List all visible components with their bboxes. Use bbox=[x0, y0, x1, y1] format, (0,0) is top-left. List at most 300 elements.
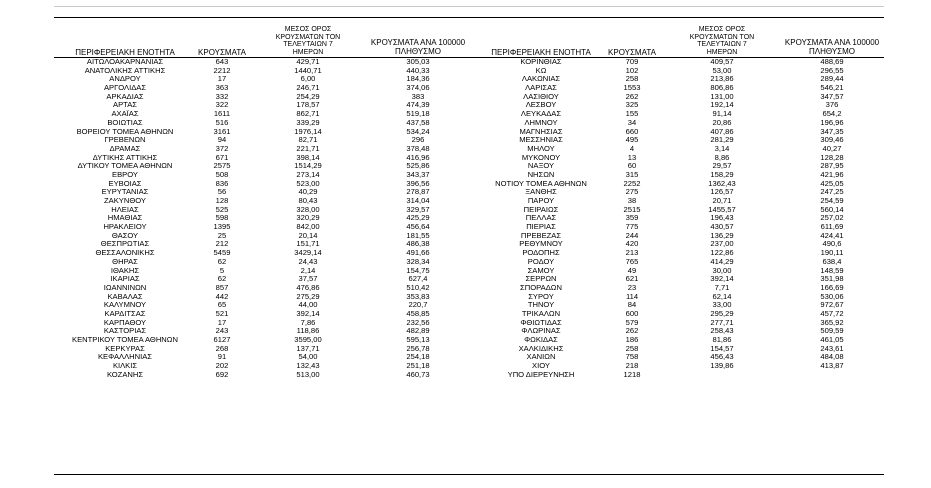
cases-cell: 102 bbox=[625, 65, 639, 75]
avg7-cell: 398,14 bbox=[296, 152, 320, 162]
region-cell: ΔΡΑΜΑΣ bbox=[109, 143, 141, 153]
cases-cell: 516 bbox=[215, 117, 229, 127]
region-cell: ΔΥΤΙΚΗΣ ΑΤΤΙΚΗΣ bbox=[92, 152, 158, 162]
per100k-cell: 488,69 bbox=[820, 57, 844, 66]
avg7-cell: 82,71 bbox=[298, 135, 318, 145]
table-row bbox=[0, 136, 931, 145]
table-row bbox=[0, 249, 931, 258]
table-row bbox=[0, 327, 931, 336]
avg7-cell: 513,00 bbox=[296, 369, 320, 379]
per100k-cell: 287,95 bbox=[820, 161, 844, 171]
table-row bbox=[0, 93, 931, 102]
region-cell: ΤΗΝΟΥ bbox=[527, 300, 555, 310]
cases-cell: 1395 bbox=[213, 222, 231, 232]
avg7-cell: 476,86 bbox=[296, 282, 320, 292]
cases-cell: 598 bbox=[215, 213, 229, 223]
region-cell: ΡΟΔΟΠΗΣ bbox=[522, 248, 560, 258]
cases-cell: 322 bbox=[215, 100, 229, 110]
avg7-cell: 295,29 bbox=[710, 308, 734, 318]
table-row bbox=[0, 319, 931, 328]
cases-cell: 600 bbox=[625, 308, 639, 318]
cases-cell: 671 bbox=[215, 152, 229, 162]
region-cell: ΥΠΟ ΔΙΕΡΕΥΝΗΣΗ bbox=[507, 369, 575, 379]
per100k-cell: 196,96 bbox=[820, 117, 844, 127]
per100k-cell: 611,69 bbox=[820, 222, 844, 232]
avg7-cell: 523,00 bbox=[296, 178, 320, 188]
cases-cell: 91 bbox=[217, 352, 227, 362]
avg7-cell: 221,71 bbox=[296, 143, 320, 153]
region-cell: ΚΩ bbox=[535, 65, 547, 75]
per100k-cell: 376 bbox=[825, 100, 839, 110]
avg7-cell: 277,71 bbox=[710, 317, 734, 327]
region-cell: ΦΘΙΩΤΙΔΑΣ bbox=[520, 317, 562, 327]
table-row bbox=[0, 232, 931, 241]
region-cell: ΛΑΣΙΘΙΟΥ bbox=[523, 91, 559, 101]
avg7-cell: 414,29 bbox=[710, 256, 734, 266]
per100k-cell: 413,87 bbox=[820, 361, 844, 371]
region-cell: ΙΚΑΡΙΑΣ bbox=[110, 274, 140, 284]
cases-cell: 372 bbox=[215, 143, 229, 153]
avg7-cell: 320,29 bbox=[296, 213, 320, 223]
cases-cell: 325 bbox=[625, 100, 639, 110]
avg7-cell: 246,71 bbox=[296, 83, 320, 93]
avg7-cell: 254,29 bbox=[296, 91, 320, 101]
cases-cell: 56 bbox=[217, 187, 227, 197]
avg7-cell: 30,00 bbox=[712, 265, 732, 275]
region-cell: ΒΟΙΩΤΙΑΣ bbox=[107, 117, 143, 127]
cases-cell: 709 bbox=[625, 57, 639, 66]
left-header-region: ΠΕΡΙΦΕΡΕΙΑΚΗ ΕΝΟΤΗΤΑ bbox=[75, 47, 175, 57]
avg7-cell: 44,00 bbox=[298, 300, 318, 310]
region-cell: ΘΑΣΟΥ bbox=[111, 230, 139, 240]
avg7-cell: 430,57 bbox=[710, 222, 734, 232]
cases-cell: 3161 bbox=[213, 126, 231, 136]
table-row bbox=[0, 162, 931, 171]
avg7-cell: 139,86 bbox=[710, 361, 734, 371]
per100k-cell: 627,4 bbox=[408, 274, 428, 284]
cases-cell: 17 bbox=[217, 74, 227, 84]
per100k-cell: 457,72 bbox=[820, 308, 844, 318]
per100k-cell: 437,58 bbox=[406, 117, 430, 127]
table-row bbox=[0, 171, 931, 180]
cases-cell: 495 bbox=[625, 135, 639, 145]
cases-cell: 258 bbox=[625, 74, 639, 84]
avg7-cell: 862,71 bbox=[296, 109, 320, 119]
region-cell: ΙΩΑΝΝΙΝΩΝ bbox=[103, 282, 147, 292]
cases-cell: 84 bbox=[627, 300, 637, 310]
per100k-cell: 254,18 bbox=[406, 352, 430, 362]
per100k-cell: 425,05 bbox=[820, 178, 844, 188]
avg7-cell: 37,57 bbox=[298, 274, 318, 284]
region-cell: ΑΡΤΑΣ bbox=[113, 100, 137, 110]
avg7-cell: 80,43 bbox=[298, 196, 318, 205]
cases-cell: 65 bbox=[217, 300, 227, 310]
per100k-cell: 232,56 bbox=[406, 317, 430, 327]
avg7-cell: 1440,71 bbox=[294, 65, 322, 75]
region-cell: ΜΕΣΣΗΝΙΑΣ bbox=[519, 135, 563, 145]
table-row bbox=[0, 110, 931, 119]
bottom-rule bbox=[54, 474, 884, 475]
avg7-cell: 213,86 bbox=[710, 74, 734, 84]
cases-cell: 692 bbox=[215, 369, 229, 379]
avg7-cell: 62,14 bbox=[712, 291, 732, 301]
avg7-cell: 275,29 bbox=[296, 291, 320, 301]
table-row bbox=[0, 67, 931, 76]
per100k-cell: 148,59 bbox=[820, 265, 844, 275]
avg7-cell: 429,71 bbox=[296, 57, 320, 66]
per100k-cell: 972,67 bbox=[820, 300, 844, 310]
avg7-cell: 20,71 bbox=[712, 196, 732, 205]
cases-cell: 525 bbox=[215, 204, 229, 214]
avg7-cell: 33,00 bbox=[712, 300, 732, 310]
table-row bbox=[0, 336, 931, 345]
per100k-cell: 396,56 bbox=[406, 178, 430, 188]
region-cell: ΚΑΒΑΛΑΣ bbox=[107, 291, 143, 301]
region-cell: ΣΕΡΡΩΝ bbox=[525, 274, 557, 284]
avg7-cell: 136,29 bbox=[710, 230, 734, 240]
right-header-avg7: ΜΕΣΟΣ ΟΡΟΣ ΚΡΟΥΣΜΑΤΩΝ ΤΟΝ ΤΕΛΕΥΤΑΙΩΝ 7 ΗΜΕΡΩΝ bbox=[689, 26, 755, 56]
cases-cell: 258 bbox=[625, 343, 639, 353]
region-cell: ΘΕΣΠΡΩΤΙΑΣ bbox=[100, 239, 150, 249]
per100k-cell: 530,06 bbox=[820, 291, 844, 301]
cases-cell: 62 bbox=[217, 256, 227, 266]
table-row bbox=[0, 101, 931, 110]
per100k-cell: 314,04 bbox=[406, 196, 430, 205]
right-header-region: ΠΕΡΙΦΕΡΕΙΑΚΗ ΕΝΟΤΗΤΑ bbox=[491, 47, 591, 57]
avg7-cell: 118,86 bbox=[296, 326, 320, 336]
table-row bbox=[0, 128, 931, 137]
cases-cell: 268 bbox=[215, 343, 229, 353]
per100k-cell: 181,55 bbox=[406, 230, 430, 240]
avg7-cell: 339,29 bbox=[296, 117, 320, 127]
per100k-cell: 309,46 bbox=[820, 135, 844, 145]
region-cell: ΦΩΚΙΔΑΣ bbox=[524, 335, 558, 344]
avg7-cell: 392,14 bbox=[296, 308, 320, 318]
cases-cell: 49 bbox=[627, 265, 637, 275]
region-cell: ΜΑΓΝΗΣΙΑΣ bbox=[519, 126, 563, 136]
cases-cell: 23 bbox=[627, 282, 637, 292]
avg7-cell: 91,14 bbox=[712, 109, 732, 119]
region-cell: ΦΛΩΡΙΝΑΣ bbox=[521, 326, 561, 336]
cases-cell: 213 bbox=[625, 248, 639, 258]
left-header-per100k: ΚΡΟΥΣΜΑΤΑ ΑΝΑ 100000 ΠΛΗΘΥΣΜΟ bbox=[370, 38, 466, 56]
cases-cell: 775 bbox=[625, 222, 639, 232]
region-cell: ΒΟΡΕΙΟΥ ΤΟΜΕΑ ΑΘΗΝΩΝ bbox=[76, 126, 174, 136]
cases-cell: 114 bbox=[625, 291, 639, 301]
avg7-cell: 328,00 bbox=[296, 204, 320, 214]
region-cell: ΙΘΑΚΗΣ bbox=[110, 265, 140, 275]
table-row bbox=[0, 214, 931, 223]
cases-cell: 521 bbox=[215, 308, 229, 318]
cases-cell: 765 bbox=[625, 256, 639, 266]
region-cell: ΠΕΛΛΑΣ bbox=[525, 213, 557, 223]
cases-cell: 13 bbox=[627, 152, 637, 162]
per100k-cell: 595,13 bbox=[406, 335, 430, 344]
cases-cell: 6127 bbox=[213, 335, 231, 344]
region-cell: ΛΕΣΒΟΥ bbox=[525, 100, 557, 110]
per100k-cell: 458,85 bbox=[406, 308, 430, 318]
avg7-cell: 158,29 bbox=[710, 169, 734, 179]
cases-cell: 94 bbox=[217, 135, 227, 145]
per100k-cell: 243,61 bbox=[820, 343, 844, 353]
avg7-cell: 20,14 bbox=[298, 230, 318, 240]
cases-cell: 2252 bbox=[623, 178, 641, 188]
table-row bbox=[0, 75, 931, 84]
region-cell: ΜΗΛΟΥ bbox=[527, 143, 555, 153]
per100k-cell: 154,75 bbox=[406, 265, 430, 275]
avg7-cell: 196,43 bbox=[710, 213, 734, 223]
table-row bbox=[0, 119, 931, 128]
table-row bbox=[0, 240, 931, 249]
region-cell: ΧΑΛΚΙΔΙΚΗΣ bbox=[518, 343, 564, 353]
table-row bbox=[0, 84, 931, 93]
cases-cell: 5 bbox=[219, 265, 225, 275]
avg7-cell: 40,29 bbox=[298, 187, 318, 197]
per100k-cell: 353,83 bbox=[406, 291, 430, 301]
cases-cell: 579 bbox=[625, 317, 639, 327]
region-cell: ΝΟΤΙΟΥ ΤΟΜΕΑ ΑΘΗΝΩΝ bbox=[495, 178, 587, 188]
per100k-cell: 347,57 bbox=[820, 91, 844, 101]
table-row bbox=[0, 293, 931, 302]
per100k-cell: 190,11 bbox=[820, 248, 844, 258]
per100k-cell: 424,41 bbox=[820, 230, 844, 240]
cases-cell: 244 bbox=[625, 230, 639, 240]
per100k-cell: 546,21 bbox=[820, 83, 844, 93]
cases-cell: 34 bbox=[627, 117, 637, 127]
cases-cell: 2575 bbox=[213, 161, 231, 171]
per100k-cell: 365,92 bbox=[820, 317, 844, 327]
cases-cell: 186 bbox=[625, 335, 639, 344]
cases-cell: 758 bbox=[625, 352, 639, 362]
avg7-cell: 281,29 bbox=[710, 135, 734, 145]
region-cell: ΛΗΜΝΟΥ bbox=[524, 117, 558, 127]
cases-cell: 60 bbox=[627, 161, 637, 171]
avg7-cell: 20,86 bbox=[712, 117, 732, 127]
avg7-cell: 1514,29 bbox=[294, 161, 322, 171]
per100k-cell: 638,4 bbox=[822, 256, 842, 266]
region-cell: ΑΝΑΤΟΛΙΚΗΣ ΑΤΤΙΚΗΣ bbox=[84, 65, 166, 75]
per100k-cell: 289,44 bbox=[820, 74, 844, 84]
region-cell: ΚΟΡΙΝΘΙΑΣ bbox=[520, 57, 562, 66]
region-cell: ΕΥΡΥΤΑΝΙΑΣ bbox=[101, 187, 149, 197]
avg7-cell: 192,14 bbox=[710, 100, 734, 110]
per100k-cell: 257,02 bbox=[820, 213, 844, 223]
region-cell: ΠΡΕΒΕΖΑΣ bbox=[520, 230, 562, 240]
avg7-cell: 24,43 bbox=[298, 256, 318, 266]
per100k-cell: 525,86 bbox=[406, 161, 430, 171]
region-cell: ΣΑΜΟΥ bbox=[527, 265, 555, 275]
per100k-cell: 351,98 bbox=[820, 274, 844, 284]
cases-cell: 202 bbox=[215, 361, 229, 371]
per100k-cell: 296,55 bbox=[820, 65, 844, 75]
per100k-cell: 491,66 bbox=[406, 248, 430, 258]
cases-cell: 857 bbox=[215, 282, 229, 292]
avg7-cell: 456,43 bbox=[710, 352, 734, 362]
region-cell: ΕΥΒΟΙΑΣ bbox=[108, 178, 142, 188]
region-cell: ΚΑΡΔΙΤΣΑΣ bbox=[104, 308, 146, 318]
cases-cell: 2515 bbox=[623, 204, 641, 214]
region-cell: ΣΠΟΡΑΔΩΝ bbox=[520, 282, 562, 292]
table-row bbox=[0, 353, 931, 362]
cases-cell: 17 bbox=[217, 317, 227, 327]
top-rule-thin bbox=[54, 6, 884, 7]
region-cell: ΠΕΙΡΑΙΩΣ bbox=[523, 204, 559, 214]
region-cell: ΧΙΟΥ bbox=[532, 361, 550, 371]
right-header-per100k: ΚΡΟΥΣΜΑΤΑ ΑΝΑ 100000 ΠΛΗΘΥΣΜΟ bbox=[784, 38, 880, 56]
region-cell: ΗΛΕΙΑΣ bbox=[111, 204, 139, 214]
cases-cell: 5459 bbox=[213, 248, 231, 258]
avg7-cell: 273,14 bbox=[296, 169, 320, 179]
region-cell: ΚΑΡΠΑΘΟΥ bbox=[103, 317, 147, 327]
avg7-cell: 132,43 bbox=[296, 361, 320, 371]
avg7-cell: 7,86 bbox=[300, 317, 316, 327]
cases-cell: 262 bbox=[625, 326, 639, 336]
avg7-cell: 6,00 bbox=[300, 74, 316, 84]
per100k-cell: 383 bbox=[411, 91, 425, 101]
region-cell: ΤΡΙΚΑΛΩΝ bbox=[521, 308, 561, 318]
table-row bbox=[0, 275, 931, 284]
per100k-cell: 220,7 bbox=[408, 300, 428, 310]
per100k-cell: 440,33 bbox=[406, 65, 430, 75]
avg7-cell: 29,57 bbox=[712, 161, 732, 171]
table-row bbox=[0, 258, 931, 267]
per100k-cell: 510,42 bbox=[406, 282, 430, 292]
region-cell: ΚΑΛΥΜΝΟΥ bbox=[103, 300, 147, 310]
avg7-cell: 81,86 bbox=[712, 335, 732, 344]
region-cell: ΚΕΝΤΡΙΚΟΥ ΤΟΜΕΑ ΑΘΗΝΩΝ bbox=[72, 335, 178, 344]
cases-cell: 315 bbox=[625, 169, 639, 179]
per100k-cell: 329,57 bbox=[406, 204, 430, 214]
region-cell: ΜΥΚΟΝΟΥ bbox=[521, 152, 561, 162]
per100k-cell: 247,25 bbox=[820, 187, 844, 197]
avg7-cell: 8,86 bbox=[714, 152, 730, 162]
cases-cell: 420 bbox=[625, 239, 639, 249]
per100k-cell: 486,38 bbox=[406, 239, 430, 249]
table-row bbox=[0, 180, 931, 189]
table-row bbox=[0, 301, 931, 310]
cases-cell: 1218 bbox=[623, 369, 641, 379]
region-cell: ΗΜΑΘΙΑΣ bbox=[107, 213, 143, 223]
cases-cell: 275 bbox=[625, 187, 639, 197]
avg7-cell: 137,71 bbox=[296, 343, 320, 353]
region-cell: ΑΡΓΟΛΙΔΑΣ bbox=[103, 83, 147, 93]
cases-cell: 508 bbox=[215, 169, 229, 179]
per100k-cell: 184,36 bbox=[406, 74, 430, 84]
avg7-cell: 3,14 bbox=[714, 143, 730, 153]
cases-cell: 1611 bbox=[213, 109, 231, 119]
region-cell: ΡΟΔΟΥ bbox=[527, 256, 555, 266]
avg7-cell: 258,43 bbox=[710, 326, 734, 336]
per100k-cell: 461,05 bbox=[820, 335, 844, 344]
per100k-cell: 296 bbox=[411, 135, 425, 145]
per100k-cell: 256,78 bbox=[406, 343, 430, 353]
per100k-cell: 374,06 bbox=[406, 83, 430, 93]
avg7-cell: 178,57 bbox=[296, 100, 320, 110]
per100k-cell: 456,64 bbox=[406, 222, 430, 232]
table-row bbox=[0, 188, 931, 197]
per100k-cell: 509,59 bbox=[820, 326, 844, 336]
table-row bbox=[0, 310, 931, 319]
per100k-cell: 343,37 bbox=[406, 169, 430, 179]
cases-cell: 1553 bbox=[623, 83, 641, 93]
avg7-cell: 126,57 bbox=[710, 187, 734, 197]
per100k-cell: 254,59 bbox=[820, 196, 844, 205]
cases-cell: 621 bbox=[625, 274, 639, 284]
per100k-cell: 278,87 bbox=[406, 187, 430, 197]
per100k-cell: 166,69 bbox=[820, 282, 844, 292]
avg7-cell: 806,86 bbox=[710, 83, 734, 93]
region-cell: ΝΑΞΟΥ bbox=[527, 161, 555, 171]
region-cell: ΚΟΖΑΝΗΣ bbox=[106, 369, 144, 379]
avg7-cell: 122,86 bbox=[710, 248, 734, 258]
region-cell: ΣΥΡΟΥ bbox=[528, 291, 554, 301]
avg7-cell: 842,00 bbox=[296, 222, 320, 232]
avg7-cell: 407,86 bbox=[710, 126, 734, 136]
per100k-cell: 460,73 bbox=[406, 369, 430, 379]
table-row bbox=[0, 223, 931, 232]
avg7-cell: 392,14 bbox=[710, 274, 734, 284]
cases-cell: 62 bbox=[217, 274, 227, 284]
cases-cell: 332 bbox=[215, 91, 229, 101]
table-row bbox=[0, 206, 931, 215]
region-cell: ΚΕΡΚΥΡΑΣ bbox=[105, 343, 145, 353]
table-row bbox=[0, 145, 931, 154]
avg7-cell: 2,14 bbox=[300, 265, 316, 275]
per100k-cell: 490,6 bbox=[822, 239, 842, 249]
region-cell: ΛΕΥΚΑΔΑΣ bbox=[520, 109, 562, 119]
per100k-cell: 484,08 bbox=[820, 352, 844, 362]
cases-cell: 128 bbox=[215, 196, 229, 205]
table-row bbox=[0, 371, 931, 380]
avg7-cell: 237,00 bbox=[710, 239, 734, 249]
avg7-cell: 409,57 bbox=[710, 57, 734, 66]
per100k-cell: 416,96 bbox=[406, 152, 430, 162]
region-cell: ΡΕΘΥΜΝΟΥ bbox=[519, 239, 563, 249]
avg7-cell: 54,00 bbox=[298, 352, 318, 362]
table-row bbox=[0, 197, 931, 206]
region-cell: ΔΥΤΙΚΟΥ ΤΟΜΕΑ ΑΘΗΝΩΝ bbox=[77, 161, 173, 171]
avg7-cell: 131,00 bbox=[710, 91, 734, 101]
cases-cell: 25 bbox=[217, 230, 227, 240]
left-header-cases: ΚΡΟΥΣΜΑΤΑ bbox=[198, 47, 246, 57]
region-cell: ΑΝΔΡΟΥ bbox=[109, 74, 141, 84]
avg7-cell: 53,00 bbox=[712, 65, 732, 75]
cases-cell: 359 bbox=[625, 213, 639, 223]
table-row bbox=[0, 267, 931, 276]
per100k-cell: 347,35 bbox=[820, 126, 844, 136]
region-cell: ΧΑΝΙΩΝ bbox=[526, 352, 556, 362]
cases-cell: 836 bbox=[215, 178, 229, 188]
per100k-cell: 305,03 bbox=[406, 57, 430, 66]
region-cell: ΞΑΝΘΗΣ bbox=[525, 187, 557, 197]
avg7-cell: 1976,14 bbox=[294, 126, 322, 136]
right-header-cases: ΚΡΟΥΣΜΑΤΑ bbox=[608, 47, 656, 57]
right-table-body bbox=[0, 58, 931, 379]
per100k-cell: 421,96 bbox=[820, 169, 844, 179]
region-cell: ΑΡΚΑΔΙΑΣ bbox=[106, 91, 144, 101]
per100k-cell: 40,27 bbox=[822, 143, 842, 153]
avg7-cell: 154,57 bbox=[710, 343, 734, 353]
avg7-cell: 7,71 bbox=[714, 282, 730, 292]
cases-cell: 660 bbox=[625, 126, 639, 136]
region-cell: ΠΑΡΟΥ bbox=[527, 196, 555, 205]
region-cell: ΚΕΦΑΛΛΗΝΙΑΣ bbox=[97, 352, 153, 362]
per100k-cell: 482,89 bbox=[406, 326, 430, 336]
cases-cell: 38 bbox=[627, 196, 637, 205]
per100k-cell: 534,24 bbox=[406, 126, 430, 136]
region-cell: ΝΗΣΩΝ bbox=[527, 169, 555, 179]
region-cell: ΛΑΡΙΣΑΣ bbox=[525, 83, 557, 93]
